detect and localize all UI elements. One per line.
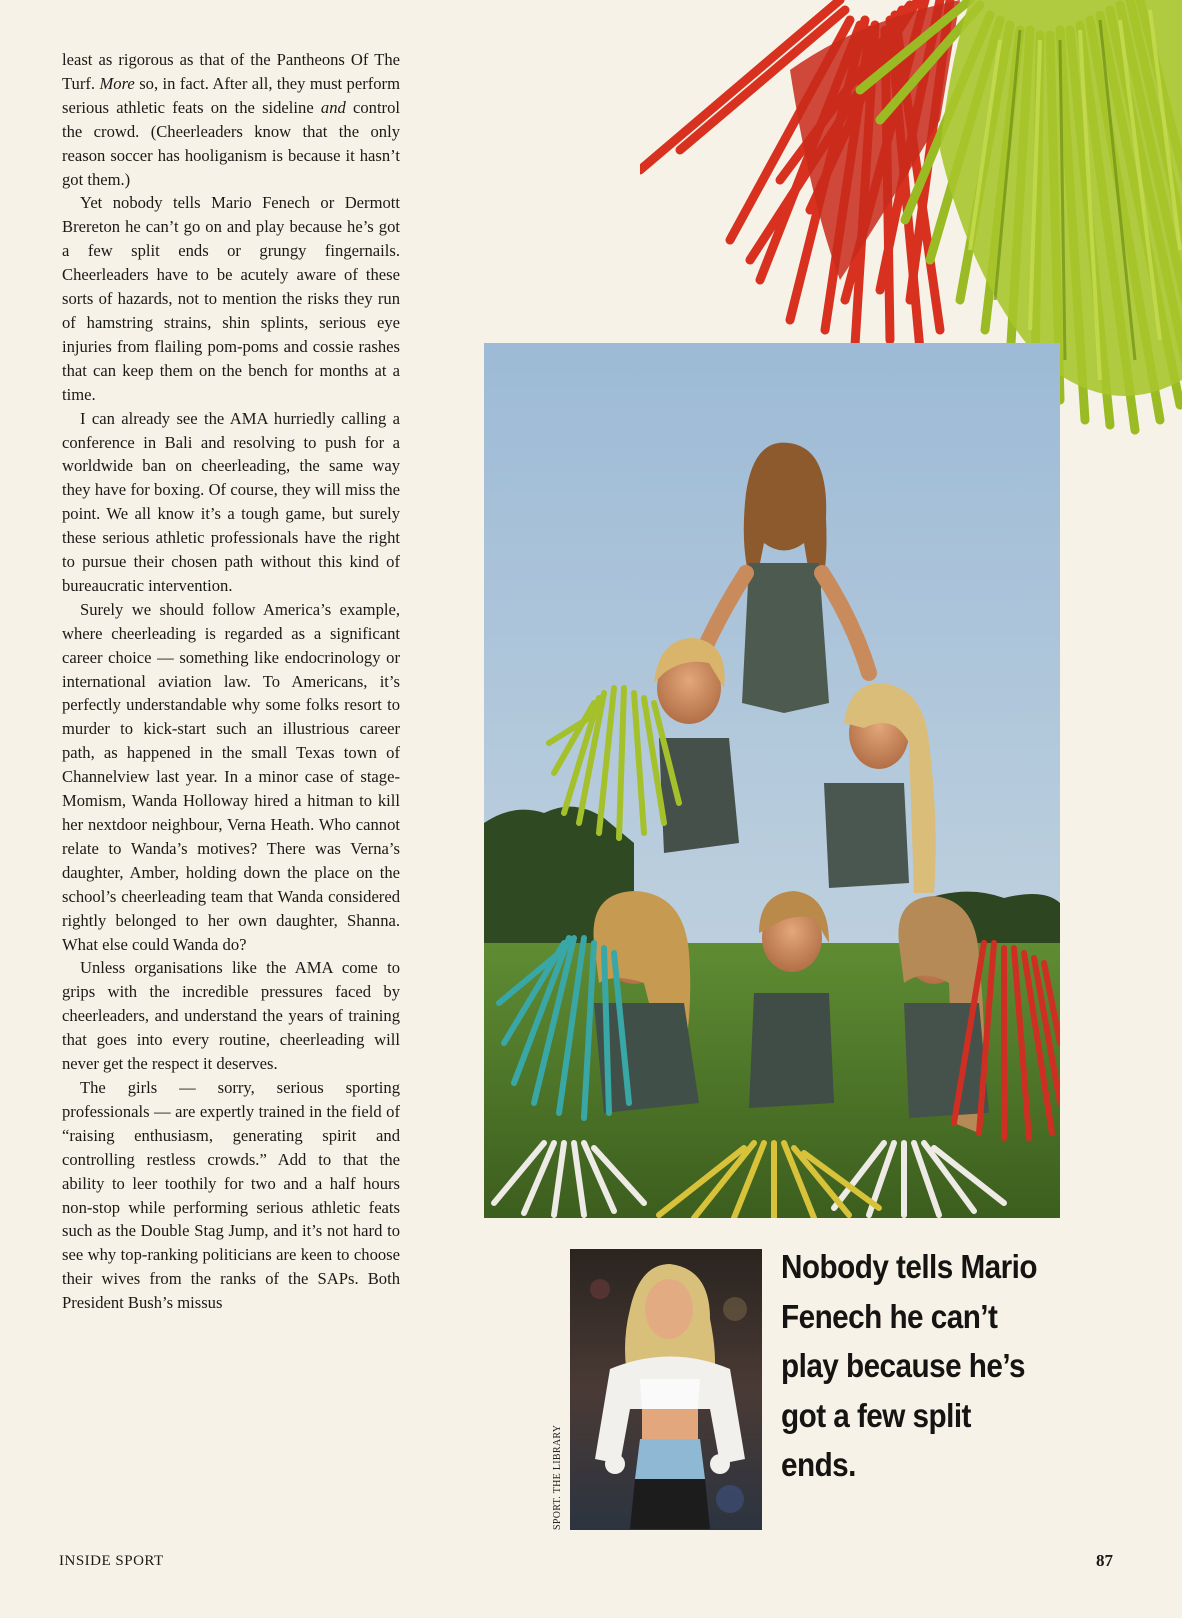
emphasis-text: and <box>320 97 346 117</box>
article-paragraph <box>62 956 400 1076</box>
cheerleader-portrait-photo <box>570 1249 762 1530</box>
article-paragraph <box>62 48 400 191</box>
article-paragraph <box>62 598 400 957</box>
page-number: 87 <box>1096 1551 1113 1570</box>
emphasis-text: More <box>99 73 135 93</box>
article-paragraph <box>62 407 400 598</box>
photo-credit: SPORT. THE LIBRARY <box>552 1424 563 1530</box>
paragraph-text: so, in fact. After all, they must perform serious athletic feats on the sideline <box>62 73 400 117</box>
cheerleader-pyramid-photo <box>484 343 1060 1218</box>
paragraph-text: least as rigorous as that of the Pantheons Of The Turf. <box>62 50 400 93</box>
article-paragraph <box>62 1076 400 1315</box>
pyramid-photo-illustration <box>484 343 1060 1218</box>
paragraph-text: I can already see the AMA hurriedly calling a conference in Bali and resolving to push for a worldwide ban on cheerleading, the same way they have for boxing. Of course, they will miss the point. We all know it’s a tough game, but surely these serious athletic professionals have the right to pursue their chosen path without this kind of bureaucratic intervention. <box>62 408 400 595</box>
article-body <box>62 48 400 1315</box>
paragraph-text: Yet nobody tells Mario Fenech or Dermott Brereton he can’t go on and play because he’s got a few split ends or grungy fingernails. Cheerleaders have to be acutely aware of these sorts of hazards, not to mention the risks they run of hamstring strains, shin splints, serious eye injuries from flailing pom-poms and cossie rashes that can keep them on the bench for months at a time. <box>62 193 400 404</box>
paragraph-text: Unless organisations like the AMA come to grips with the incredible pressures faced by cheerleaders, and understand the years of training that goes into every routine, cheerleading will never get the respect it deserves. <box>62 958 400 1074</box>
magazine-name: INSIDE SPORT <box>59 1553 164 1569</box>
pull-quote: Nobody tells Mario Fenech he can’t play because he’s got a few split ends. <box>781 1248 1037 1483</box>
article-paragraph <box>62 191 400 406</box>
paragraph-text: Surely we should follow America’s example, where cheerleading is regarded as a significant career choice — something like endocrinology or international aviation law. To Americans, it’s perfectly understandable why some folks resort to murder to kick-start such an illustrious career path, as happened in the small Texas town of Channelview last year. In a minor case of stage-Momism, Wanda Holloway hired a hitman to kill her nextdoor neighbour, Verna Heath. Who cannot relate to Wanda’s motives? There was Verna’s daughter, Amber, holding down the place on the school’s cheerleading team that Wanda considered rightly belonged to her own daughter, Shanna. What else could Wanda do? <box>62 599 400 954</box>
paragraph-text: The girls — sorry, serious sporting professionals — are expertly trained in the field of “raising enthusiasm, generating spirit and controlling restless crowds.” Add to that the ability to leer toothily for two and a half hours non-stop while performing serious athletic feats such as the Double Stag Jump, and it’s not hard to see why top-ranking politicians are keen to choose their wives from the ranks of the SAPs. Both President Bush’s missus <box>62 1077 400 1313</box>
paragraph-text: control the crowd. (Cheerleaders know that the only reason soccer has hooliganism is because it hasn’t got them.) <box>62 97 400 189</box>
portrait-photo-illustration <box>570 1249 762 1530</box>
